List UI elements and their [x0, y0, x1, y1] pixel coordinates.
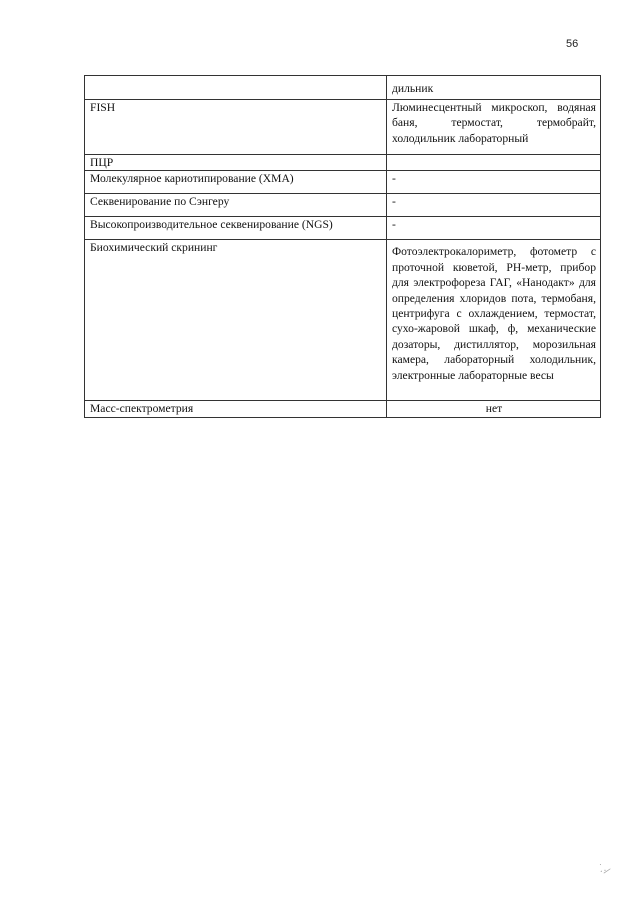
table-row — [85, 155, 601, 171]
method-cell: ПЦР — [85, 155, 387, 171]
table-row — [85, 217, 601, 240]
equipment-text: дильник — [392, 82, 434, 95]
method-cell: FISH — [85, 100, 387, 155]
equipment-cell: - — [387, 194, 601, 217]
table-row — [85, 194, 601, 217]
equipment-cell: Люминесцентный микроскоп, водяная баня, термостат, термобрайт, холодильник лабораторный — [387, 100, 601, 155]
table-row — [85, 171, 601, 194]
equipment-cell: - — [387, 217, 601, 240]
equipment-cell: Фотоэлектрокалориметр, фотометр с проточной кюветой, РН-метр, прибор для электрофореза ГАГ, «Нанодакт» для определения хлоридов пота, термобаня, центрифуга с охлаждением, термостат, сухо-жаровой шкаф, ф, механические дозаторы, дистиллятор, морозильная камера, лабораторный холодильник, электронные лабораторные весы — [387, 240, 601, 401]
scan-mark: ˙.·⁄ — [594, 862, 610, 878]
equipment-table — [84, 75, 601, 418]
table-row — [85, 240, 601, 401]
method-cell: Секвенирование по Сэнгеру — [85, 194, 387, 217]
table-row — [85, 100, 601, 155]
equipment-cell: нет — [387, 401, 601, 417]
method-cell: Масс-спектрометрия — [85, 401, 387, 417]
equipment-cell — [387, 76, 601, 100]
table-row — [85, 76, 601, 100]
equipment-cell — [387, 155, 601, 171]
method-cell — [85, 76, 387, 100]
method-cell: Высокопроизводительное секвенирование (NGS) — [85, 217, 387, 240]
method-cell: Биохимический скрининг — [85, 240, 387, 401]
table-row — [85, 401, 601, 417]
page-number: 56 — [566, 38, 579, 50]
method-cell: Молекулярное кариотипирование (ХМА) — [85, 171, 387, 194]
equipment-cell: - — [387, 171, 601, 194]
